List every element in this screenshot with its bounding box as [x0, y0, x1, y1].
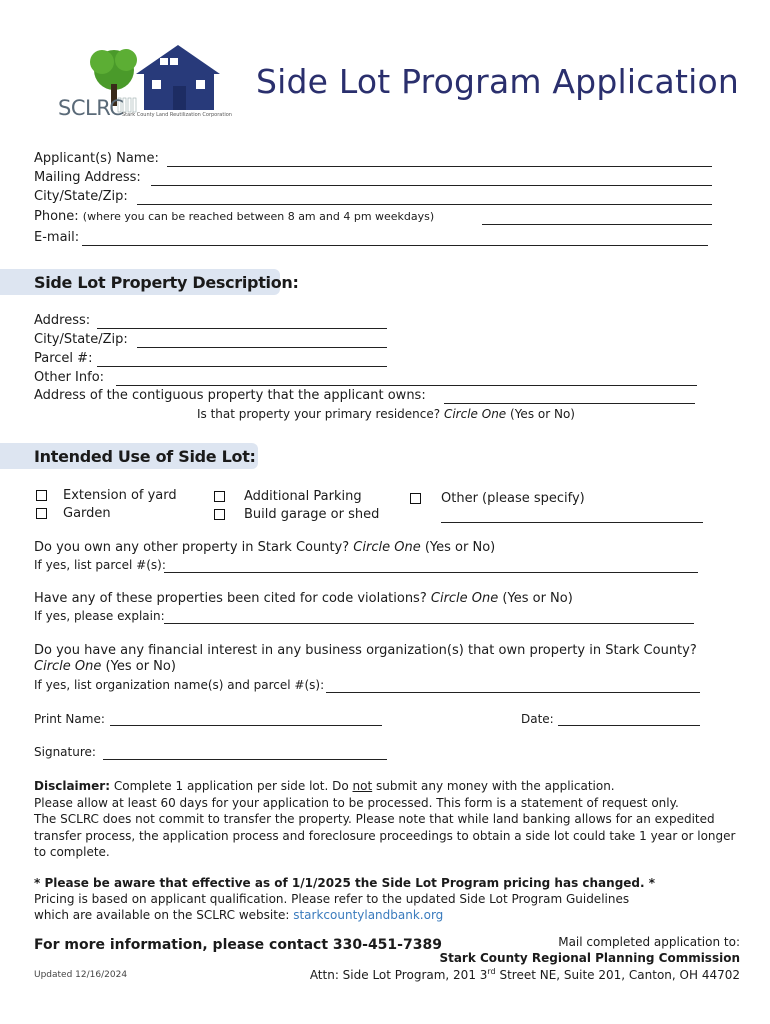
disclaimer-line-1b: submit any money with the application. — [376, 779, 615, 793]
q1-own-property — [34, 540, 495, 555]
q2-follow-label: If yes, please explain: — [34, 609, 165, 623]
phone-note: (where you can be reached between 8 am and 4 pm weekdays) — [82, 210, 435, 223]
q3-yes-no[interactable]: (Yes or No) — [105, 659, 176, 674]
parcel-field[interactable] — [97, 366, 387, 367]
q2-code-violations — [34, 591, 573, 606]
property-address-label: Address: — [34, 313, 91, 328]
q1-parcel-field[interactable] — [164, 572, 698, 573]
disclaimer-line-5: to complete. — [34, 845, 110, 859]
disclaimer-block — [34, 778, 754, 861]
mail-org: Stark County Regional Planning Commission — [439, 951, 740, 965]
applicant-name-field[interactable] — [167, 166, 712, 167]
disclaimer-line-4: transfer process, the application process and foreclosure proceedings to obtain a side lot could take 1 year or longer — [34, 828, 736, 843]
pricing-notice: * Please be aware that effective as of 1/1/2025 the Side Lot Program pricing has changed. * — [34, 876, 656, 890]
garden-checkbox[interactable] — [36, 508, 47, 519]
page-title: Side Lot Program Application — [256, 62, 739, 101]
residence-question-text: Is that property your primary residence? — [197, 407, 441, 421]
pricing-line-2 — [34, 908, 443, 922]
contiguous-label: Address of the contiguous property that the applicant owns: — [34, 388, 426, 403]
residence-circle-one: Circle One — [443, 407, 507, 421]
pricing-line-1: Pricing is based on applicant qualification. Please refer to the updated Side Lot Program Guidelines — [34, 892, 630, 906]
mailing-address-label: Mailing Address: — [34, 170, 141, 185]
parcel-label: Parcel #: — [34, 351, 93, 366]
property-city-field[interactable] — [137, 347, 387, 348]
residence-question — [197, 407, 575, 421]
signature-label: Signature: — [34, 745, 96, 759]
print-name-field[interactable] — [110, 725, 382, 726]
other-info-field[interactable] — [116, 385, 697, 386]
email-field[interactable] — [82, 245, 708, 246]
build-garage-label: Build garage or shed — [244, 507, 380, 522]
phone-label-text: Phone: — [34, 209, 79, 224]
other-use-field[interactable] — [441, 522, 703, 523]
disclaimer-line-1 — [34, 778, 754, 795]
q1-yes-no[interactable]: (Yes or No) — [424, 540, 496, 555]
q3-circle-one: Circle One — [34, 659, 102, 674]
mail-attn-b: Street NE, Suite 201, Canton, OH 44702 — [495, 968, 740, 982]
print-name-label: Print Name: — [34, 712, 105, 726]
additional-parking-label: Additional Parking — [244, 489, 362, 504]
city-state-zip-field[interactable] — [137, 204, 712, 205]
build-garage-checkbox[interactable] — [214, 509, 225, 520]
q3-financial-interest: Do you have any financial interest in any business organization(s) that own property in Stark County? — [34, 643, 697, 658]
q3-follow-label: If yes, list organization name(s) and parcel #(s): — [34, 678, 325, 692]
mail-label: Mail completed application to: — [558, 935, 740, 949]
sclrc-logo — [56, 40, 232, 130]
disclaimer-line-1a: Complete 1 application per side lot. Do — [113, 779, 349, 793]
contiguous-field[interactable] — [444, 403, 695, 404]
applicant-name-label: Applicant(s) Name: — [34, 151, 159, 166]
other-info-label: Other Info: — [34, 370, 105, 385]
q3-org-field[interactable] — [326, 692, 700, 693]
mail-attn-a: Attn: Side Lot Program, 201 3 — [309, 968, 488, 982]
disclaimer-line-3: The SCLRC does not commit to transfer the property. Please note that while land banking allows for an expedited — [34, 812, 715, 826]
other-use-checkbox[interactable] — [410, 493, 421, 504]
disclaimer-label: Disclaimer: — [34, 779, 111, 793]
q2-explain-field[interactable] — [164, 623, 694, 624]
mailing-address-field[interactable] — [151, 185, 712, 186]
phone-field[interactable] — [482, 224, 712, 225]
q2-text: Have any of these properties been cited for code violations? — [34, 591, 427, 606]
mail-attn — [310, 967, 740, 982]
city-state-zip-label: City/State/Zip: — [34, 189, 128, 204]
logo-subtext: Stark County Land Reutilization Corporation — [122, 112, 232, 118]
updated-date: Updated 12/16/2024 — [34, 970, 128, 980]
date-label: Date: — [521, 712, 554, 726]
email-label: E-mail: — [34, 230, 80, 245]
additional-parking-checkbox[interactable] — [214, 491, 225, 502]
pricing-line-2-text: which are available on the SCLRC website: — [34, 908, 290, 922]
q2-yes-no[interactable]: (Yes or No) — [502, 591, 573, 606]
q1-circle-one: Circle One — [353, 540, 421, 555]
date-field[interactable] — [558, 725, 700, 726]
use-section-title: Intended Use of Side Lot: — [34, 447, 256, 466]
residence-yes-no[interactable]: (Yes or No) — [510, 407, 575, 421]
mail-attn-sup: rd — [487, 967, 496, 976]
contact-line: For more information, please contact 330-451-7389 — [34, 937, 442, 953]
q3-circle-line — [34, 659, 176, 674]
extension-of-yard-checkbox[interactable] — [36, 490, 47, 501]
phone-label — [34, 209, 434, 224]
logo-text: SCLRC — [58, 96, 124, 120]
q2-circle-one: Circle One — [430, 591, 499, 606]
signature-field[interactable] — [103, 759, 387, 760]
extension-of-yard-label: Extension of yard — [63, 488, 177, 503]
other-use-label: Other (please specify) — [441, 491, 585, 506]
q1-text: Do you own any other property in Stark County? — [34, 540, 350, 555]
website-link[interactable]: starkcountylandbank.org — [293, 908, 444, 922]
disclaimer-line-2: Please allow at least 60 days for your application to be processed. This form is a statement of request only. — [34, 795, 679, 810]
property-address-field[interactable] — [97, 328, 387, 329]
q1-follow-label: If yes, list parcel #(s): — [34, 558, 166, 572]
garden-label: Garden — [63, 506, 111, 521]
property-city-label: City/State/Zip: — [34, 332, 128, 347]
property-section-title: Side Lot Property Description: — [34, 273, 299, 292]
disclaimer-not: not — [352, 779, 373, 793]
